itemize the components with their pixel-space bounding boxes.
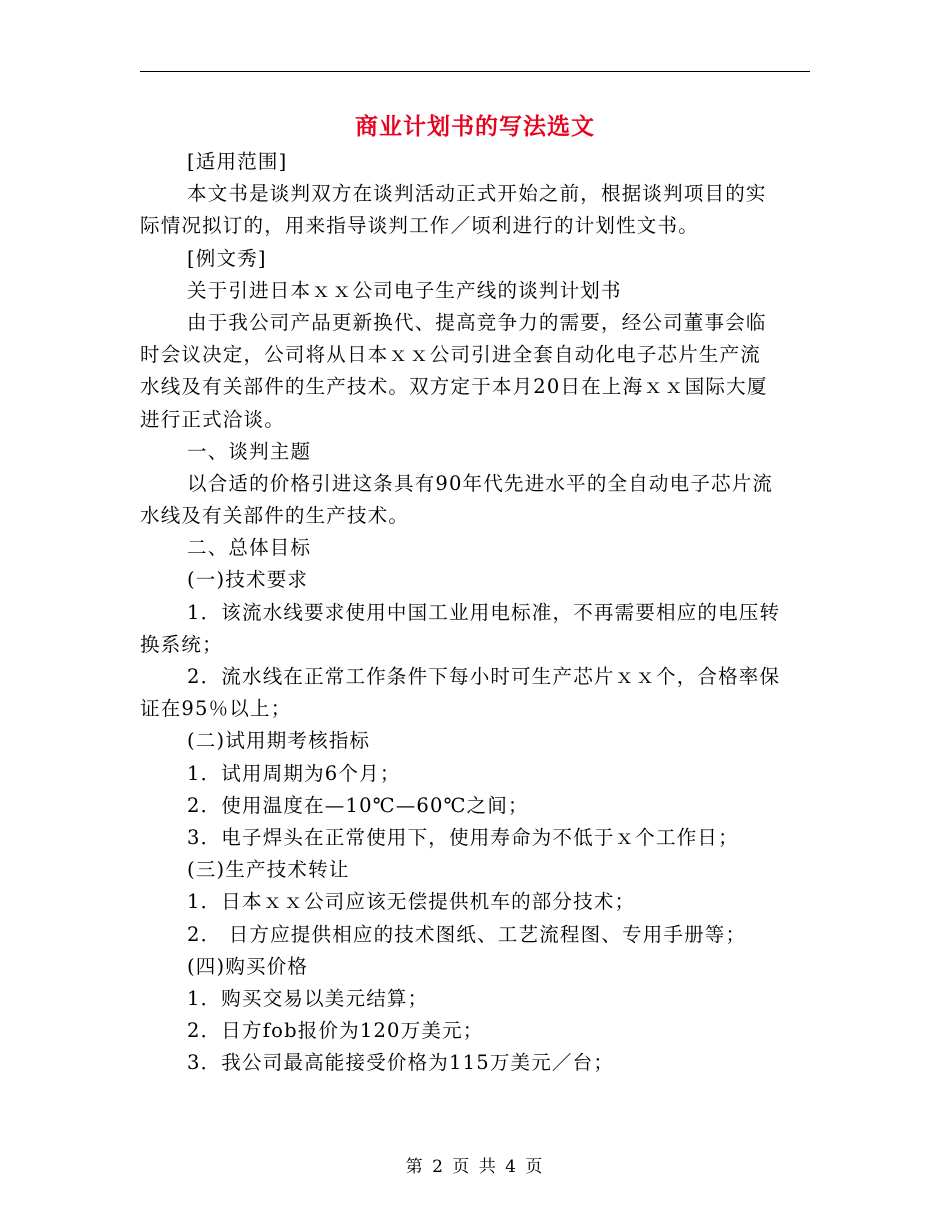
header-rule bbox=[140, 71, 810, 72]
text-line: 2．使用温度在—10℃—60℃之间； bbox=[187, 793, 529, 817]
text-line: 进行正式洽谈。 bbox=[140, 407, 285, 431]
text-line: 2．流水线在正常工作条件下每小时可生产芯片ｘｘ个，合格率保 bbox=[187, 665, 781, 688]
text-line: 3．我公司最高能接受价格为115万美元／台； bbox=[187, 1051, 615, 1075]
text-line: (一)技术要求 bbox=[187, 568, 309, 592]
text-line: 本文书是谈判双方在谈判活动正式开始之前，根据谈判项目的实 bbox=[187, 182, 767, 206]
document-body bbox=[140, 146, 810, 1079]
text-line: (四)购买价格 bbox=[187, 954, 309, 978]
text-line: 2．日方fob报价为120万美元； bbox=[187, 1019, 484, 1043]
text-line: 由于我公司产品更新换代、提高竞争力的需要，经公司董事会临 bbox=[187, 310, 767, 334]
text-line: 2． 日方应提供相应的技术图纸、工艺流程图、专用手册等； bbox=[187, 922, 747, 946]
text-line: [适用范围] bbox=[187, 150, 288, 173]
text-line: 时会议决定，公司将从日本ｘｘ公司引进全套自动化电子芯片生产流 bbox=[140, 343, 762, 367]
text-line: 1．试用周期为6个月； bbox=[187, 761, 401, 785]
text-line: 1．该流水线要求使用中国工业用电标准，不再需要相应的电压转 bbox=[187, 600, 781, 624]
text-line: 以合适的价格引进这条具有90年代先进水平的全自动电子芯片流 bbox=[187, 471, 774, 495]
text-line: (三)生产技术转让 bbox=[187, 858, 350, 882]
document-title: 商业计划书的写法选文 bbox=[355, 113, 595, 140]
text-line: 3．电子焊头在正常使用下，使用寿命为不低于ｘ个工作日； bbox=[187, 825, 739, 849]
text-line: 水线及有关部件的生产技术。 bbox=[140, 504, 410, 528]
text-line: 际情况拟订的，用来指导谈判工作／顷利进行的计划性文书。 bbox=[140, 214, 699, 238]
text-line: 关于引进日本ｘｘ公司电子生产线的谈判计划书 bbox=[187, 278, 622, 302]
text-line: 一、谈判主题 bbox=[187, 439, 312, 463]
text-line: 水线及有关部件的生产技术。双方定于本月20日在上海ｘｘ国际大厦 bbox=[140, 375, 768, 399]
text-line: [例文秀] bbox=[187, 246, 267, 270]
text-line: 二、总体目标 bbox=[187, 536, 312, 560]
page-number-footer: 第 2 页 共 4 页 bbox=[405, 1157, 545, 1177]
text-line: 证在95％以上； bbox=[140, 697, 292, 721]
text-line: 1．购买交易以美元结算； bbox=[187, 986, 429, 1010]
text-line: 换系统； bbox=[140, 632, 223, 656]
text-line: (二)试用期考核指标 bbox=[187, 729, 371, 753]
text-line: 1．日本ｘｘ公司应该无偿提供机车的部分技术； bbox=[187, 890, 636, 914]
